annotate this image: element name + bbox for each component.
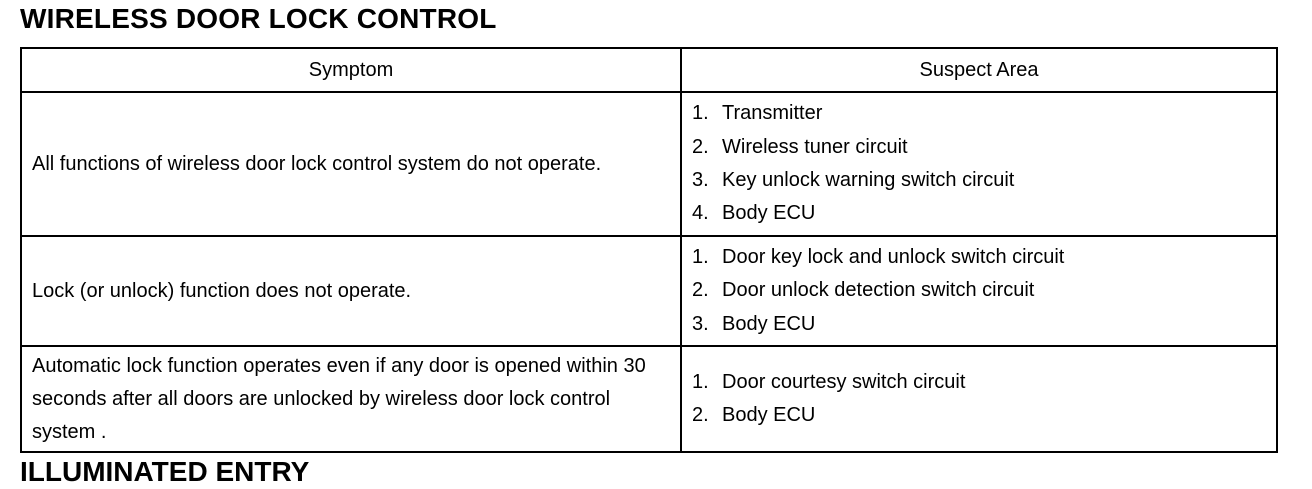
- item-text: Door unlock detection switch circuit: [722, 279, 1035, 302]
- next-section-heading: ILLUMINATED ENTRY: [20, 456, 310, 487]
- suspect-area-cell: [681, 236, 1277, 346]
- list-item: [692, 308, 1266, 341]
- diagnosis-table: [20, 47, 1278, 453]
- list-item: [692, 197, 1266, 230]
- item-number: 4.: [692, 202, 709, 225]
- list-item: [692, 274, 1266, 307]
- header-symptom: Symptom: [21, 48, 681, 92]
- item-text: Transmitter: [722, 102, 823, 125]
- table-header-row: [21, 48, 1277, 92]
- list-item: [692, 366, 1266, 399]
- item-number: 3.: [692, 169, 709, 191]
- item-number: 2.: [692, 404, 709, 426]
- item-text: Door courtesy switch circuit: [722, 370, 966, 393]
- list-item: [692, 164, 1266, 197]
- suspect-area-cell: [681, 92, 1277, 236]
- item-number: 2.: [692, 279, 709, 302]
- list-item: [692, 241, 1266, 274]
- item-number: 3.: [692, 312, 709, 335]
- suspect-area-cell: [681, 346, 1277, 452]
- symptom-cell: All functions of wireless door lock control system do not operate.: [21, 92, 681, 236]
- item-text: Body ECU: [722, 202, 816, 225]
- list-item: [692, 97, 1266, 130]
- suspect-list: [692, 97, 1266, 230]
- item-number: 1.: [692, 102, 709, 125]
- page-title: WIRELESS DOOR LOCK CONTROL: [20, 3, 497, 34]
- item-number: 1.: [692, 246, 709, 269]
- item-number: 1.: [692, 370, 709, 393]
- table-row: [21, 236, 1277, 346]
- table-row: [21, 92, 1277, 236]
- symptom-cell: Lock (or unlock) function does not operate.: [21, 236, 681, 346]
- item-text: Body ECU: [722, 312, 816, 335]
- list-item: [692, 131, 1266, 164]
- header-suspect-area: Suspect Area: [681, 48, 1277, 92]
- list-item: [692, 399, 1266, 432]
- item-text: Key unlock warning switch circuit: [722, 169, 1015, 191]
- suspect-list: [692, 366, 1266, 433]
- table-row: [21, 346, 1277, 452]
- item-text: Wireless tuner circuit: [722, 135, 908, 158]
- item-number: 2.: [692, 135, 709, 158]
- item-text: Door key lock and unlock switch circuit: [722, 246, 1065, 269]
- suspect-list: [692, 241, 1266, 341]
- symptom-cell: Automatic lock function operates even if any door is opened within 30 seconds after all doors are unlocked by wireless door lock control system .: [21, 346, 681, 452]
- item-text: Body ECU: [722, 404, 816, 426]
